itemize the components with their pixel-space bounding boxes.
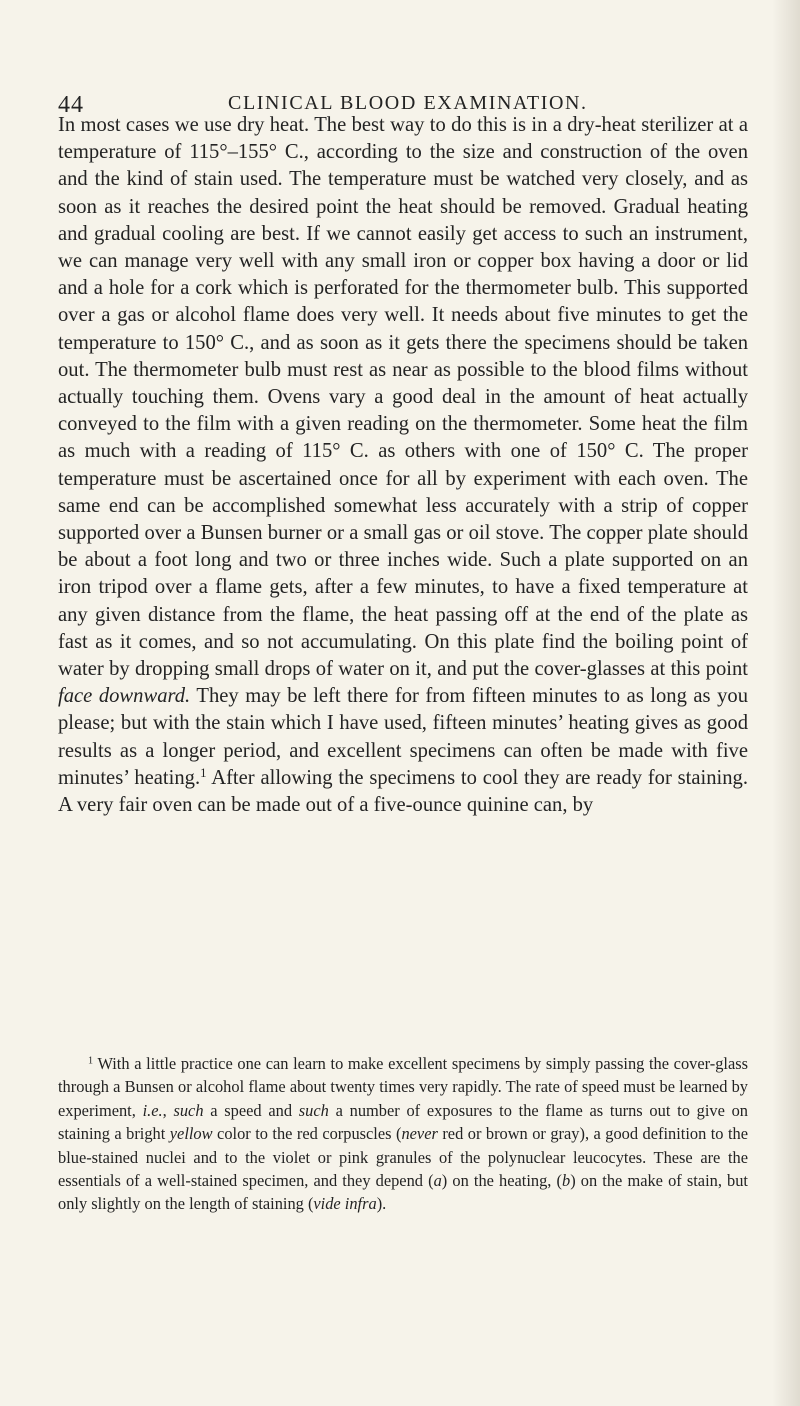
body-text-1: In most cases we use dry heat. The best way to do this is in a dry-heat sterilizer at a temperature of 115°–155° C., according to the size and construction of the oven and the kind of stain used. The temperature must be watched very closely, and as soon as it reaches the desired point the heat should be removed. Gradual heating and gradual cooling are best. If we cannot easily get access to such an instrument, we can manage very well with any small iron or copper box having a door or lid and a hole for a cork which is perforated for the thermometer bulb. This supported over a gas or alcohol flame does very well. It needs about five minutes to get the temperature to 150° C., and as soon as it gets there the specimens should be taken out. The thermometer bulb must rest as near as possible to the blood films without actually touching them. Ovens vary a good deal in the amount of heat actually conveyed to the film with a given reading on the thermometer. Some heat the film as much with a reading of 115° C. as others with one of 150° C. The proper temperature must be ascertained once for all by experiment with each oven. The same end can be accomplished somewhat less accurately with a strip of copper supported over a Bunsen burner or a small gas or oil stove. The copper plate should be about a foot long and two or three inches wide. Such a plate supported on an iron tripod over a flame gets, after a few minutes, to have a fixed temperature at any given distance from the flame, the heat passing off at the end of the plate as fast as it comes, and so not accumulating. On this plate find the boiling point of water by dropping small drops of water on it, and put the cover-glasses at this point (58, 114, 748, 681)
page-edge-shadow (772, 0, 800, 1406)
footnote-italic: a (433, 1171, 442, 1191)
footnote-italic: such (173, 1100, 204, 1120)
footnote-text: ) on the heating, ( (441, 1171, 562, 1191)
footnote-italic: vide infra (313, 1194, 377, 1214)
footnote-text: a number of exposures to the flame as turns out to give on staining a bright (58, 1100, 748, 1144)
main-paragraph (58, 112, 748, 819)
page-number: 44 (58, 92, 84, 118)
footnote-text: , (162, 1100, 174, 1120)
footnote-italic: yellow (169, 1124, 213, 1144)
footnote (58, 1052, 748, 1216)
running-head: CLINICAL BLOOD EXAMINATION. (228, 92, 588, 114)
footnote-text: ). (376, 1194, 387, 1214)
footnote-italic: b (561, 1171, 571, 1191)
body-text-3: After allowing the specimens to cool they are ready for staining. A very fair oven can be made out of a five-ounce quinine can, by (58, 766, 748, 817)
footnote-paragraph (58, 1052, 748, 1216)
italic-face-downward: face downward. (58, 685, 191, 708)
footnote-marker: 1 (88, 1055, 94, 1067)
footnote-text: a speed and (203, 1100, 299, 1120)
footnote-text: ) on the make of stain, but only slightly on the length of staining ( (58, 1171, 748, 1214)
footnote-italic: never (401, 1124, 438, 1144)
footnote-text: red or brown or gray), a good definition to the blue-stained nuclei and to the violet or pink granules of the polynuclear leucocytes. These are the essentials of a well-stained specimen, and they depend ( (58, 1124, 748, 1191)
paragraph (58, 112, 748, 819)
footnote-italic: such (298, 1100, 329, 1120)
footnote-reference: 1 (200, 765, 207, 780)
footnote-text: With a little practice one can learn to make excellent specimens by simply passing the cover-glass through a Bunsen or alcohol flame about twenty times very rapidly. The rate of speed must be learned by experiment, (58, 1054, 748, 1120)
footnote-italic: i.e. (142, 1100, 163, 1120)
body-text-2: They may be left there for from fifteen minutes to as long as you please; but with the stain which I have used, fifteen minutes’ heating gives as good results as a longer period, and excellent specimens can often be made with five minutes’ heating. (58, 685, 748, 789)
footnote-text: color to the red corpuscles ( (212, 1124, 402, 1144)
